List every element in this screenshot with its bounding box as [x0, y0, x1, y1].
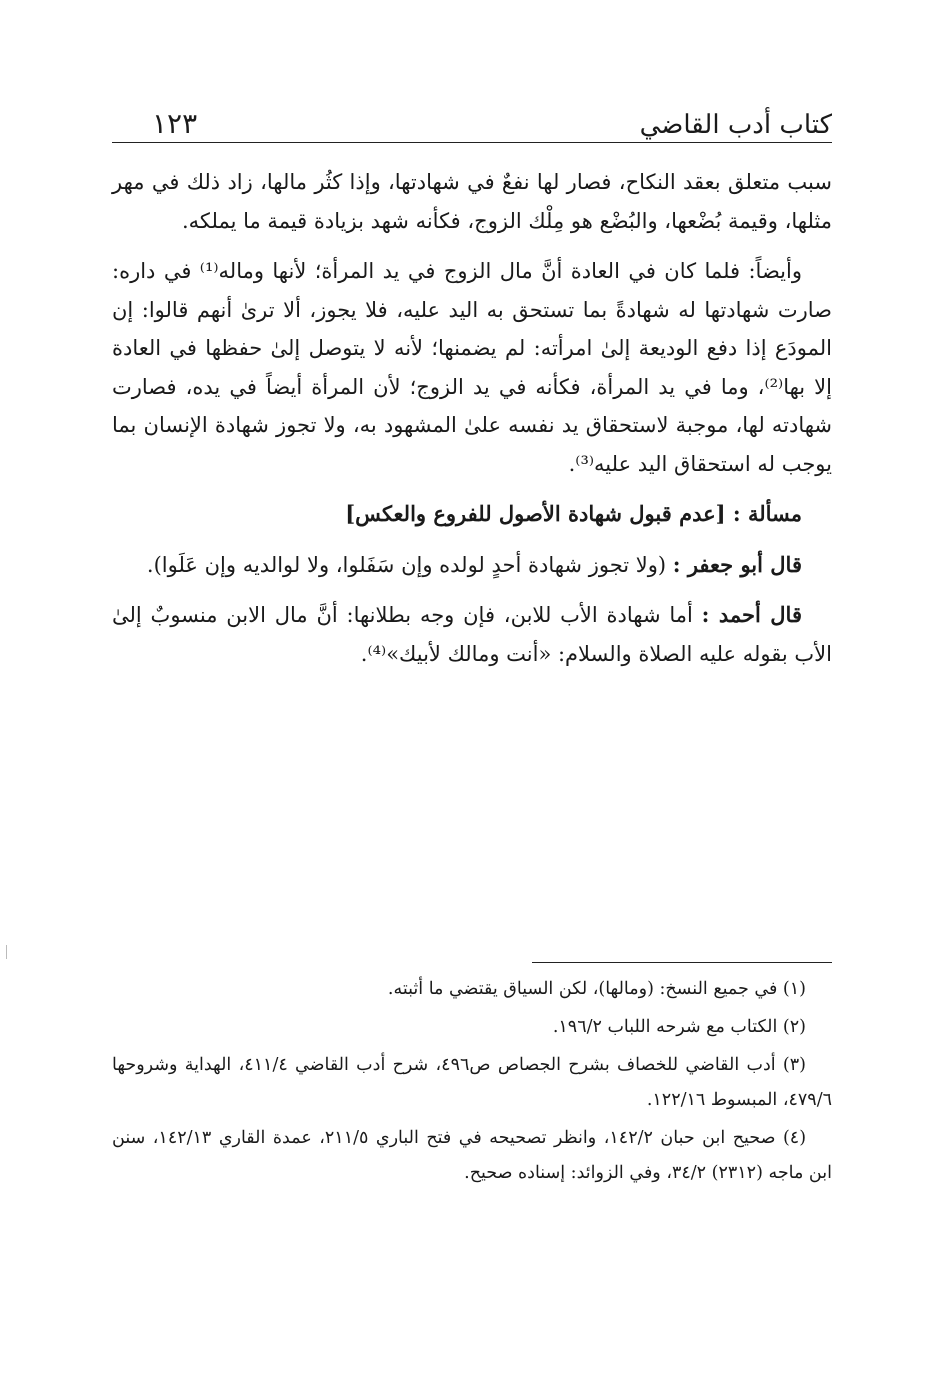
- section-heading: مسألة : [عدم قبول شهادة الأصول للفروع والعكس]: [345, 501, 802, 526]
- paragraph-3-text: (ولا تجوز شهادة أحدٍ لولده وإن سَفَلوا، ولا لوالديه وإن عَلَوا).: [146, 552, 673, 577]
- footnote-divider: [532, 962, 832, 963]
- paragraph-4: [112, 596, 832, 673]
- footnote-1: (١) في جميع النسخ: (ومالها)، لكن السياق يقتضي ما أثبته.: [387, 979, 806, 999]
- running-title: كتاب أدب القاضي: [639, 110, 832, 140]
- speaker-label-abu-jafar: قال أبو جعفر :: [672, 551, 802, 577]
- speaker-label-ahmad: قال أحمد :: [701, 602, 802, 627]
- footnote-4: (٤) صحيح ابن حبان ١٤٢/٢، وانظر تصحيحه في فتح الباري ٢١١/٥، عمدة القاري ١٤٢/١٣، سنن ابن ماجه (٢٣١٢) ٣٤/٢، وفي الزوائد: إسناده صحيح.: [112, 1128, 832, 1183]
- scan-mark: [6, 945, 7, 959]
- footnotes: [112, 972, 832, 1194]
- footnote-3: (٣) أدب القاضي للخصاف بشرح الجصاص ص٤٩٦، شرح أدب القاضي ٤١١/٤، الهداية وشروحها ٤٧٩/٦، المبسوط ١٢٢/١٦.: [112, 1055, 832, 1110]
- running-header: [112, 92, 832, 143]
- page-number: ١٢٣: [152, 107, 198, 140]
- paragraph-3: [112, 546, 832, 585]
- paragraph-2: وأيضاً: فلما كان في العادة أنَّ مال الزوج في يد المرأة؛ لأنها وماله⁽¹⁾ في داره: صارت شهادتها له شهادةً بما تستحق به اليد عليه، فلا يجوز، ألا ترىٰ أنهم قالوا: إن المودَع إذا دفع الوديعة إلىٰ امرأته: لم يضمنها؛ لأنه لا يتوصل إلىٰ حفظها في العادة إلا بها⁽²⁾، وما في يد المرأة، فكأنه في يد الزوج؛ لأن المرأة أيضاً في يده، فصارت شهادته لها، موجبة لاستحقاق يد نفسه علىٰ المشهود به، ولا تجوز شهادة الإنسان بما يوجب له استحقاق اليد عليه⁽³⁾.: [112, 259, 832, 476]
- main-text: [112, 163, 832, 673]
- paragraph-4-text: أما شهادة الأب للابن، فإن وجه بطلانها: أنَّ مال الابن منسوبٌ إلىٰ الأب بقوله عليه الصلاة والسلام: «أنت ومالك لأبيك»⁽⁴⁾.: [112, 603, 832, 666]
- paragraph-1: سبب متعلق بعقد النكاح، فصار لها نفعٌ في شهادتها، وإذا كثُر مالها، زاد ذلك في مهر مثلها، وقيمة بُضْعها، والبُضْع هو مِلْك الزوج، فكأنه شهد بزيادة قيمة ما يملكه.: [112, 170, 832, 233]
- footnote-2: (٢) الكتاب مع شرحه اللباب ١٩٦/٢.: [552, 1017, 806, 1037]
- book-page: [112, 92, 832, 1183]
